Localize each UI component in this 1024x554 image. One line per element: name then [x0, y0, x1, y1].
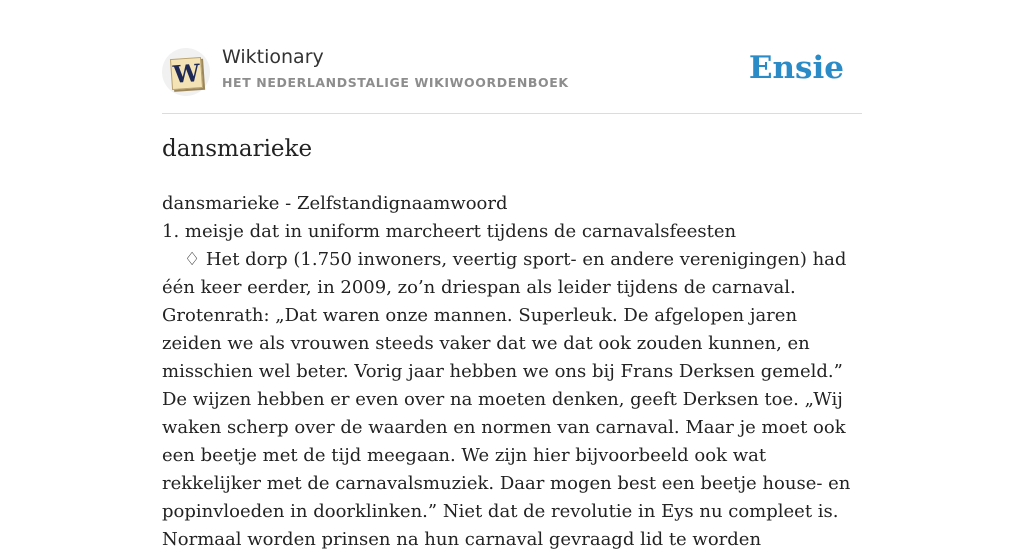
wiktionary-logo-icon[interactable]	[162, 48, 210, 96]
page-title: dansmarieke	[162, 136, 313, 162]
word-class-line: dansmarieke - Zelfstandignaamwoord	[162, 193, 508, 214]
site-header	[162, 44, 862, 104]
entry-content	[162, 190, 862, 554]
ensie-brand-logo[interactable]: Ensie	[748, 50, 844, 86]
logo-tile: W	[170, 57, 203, 90]
site-subtitle: HET NEDERLANDSTALIGE WIKIWOORDENBOEK	[222, 75, 569, 90]
example-sentence: ♢ Het dorp (1.750 inwoners, veertig sport- en andere verenigingen) had één keer eerder, in 2009, zo’n driespan als leider tijdens de carnaval. Grotenrath: „Dat waren onze mannen. Superleuk. De afgelopen jaren zeiden we als vrouwen steeds vaker dat we dat ook zouden kunnen, en misschien wel beter. Vorig jaar hebben we ons bij Frans Derksen gemeld.” De wijzen hebben er even over na moeten denken, geeft Derksen toe. „Wij waken scherp over de waarden en normen van carnaval. Maar je moet ook een beetje met de tijd meegaan. We zijn hier bijvoorbeeld ook wat rekkelijker met de carnavalsmuziek. Daar mogen best een beetje house- en popinvloeden in doorklinken.” Niet dat de revolutie in Eys nu compleet is. Normaal worden prinsen na hun carnaval gevraagd lid te worden	[162, 249, 851, 550]
definition: 1. meisje dat in uniform marcheert tijdens de carnavalsfeesten	[162, 221, 737, 242]
site-title[interactable]: Wiktionary	[222, 46, 324, 68]
header-divider	[162, 113, 862, 114]
